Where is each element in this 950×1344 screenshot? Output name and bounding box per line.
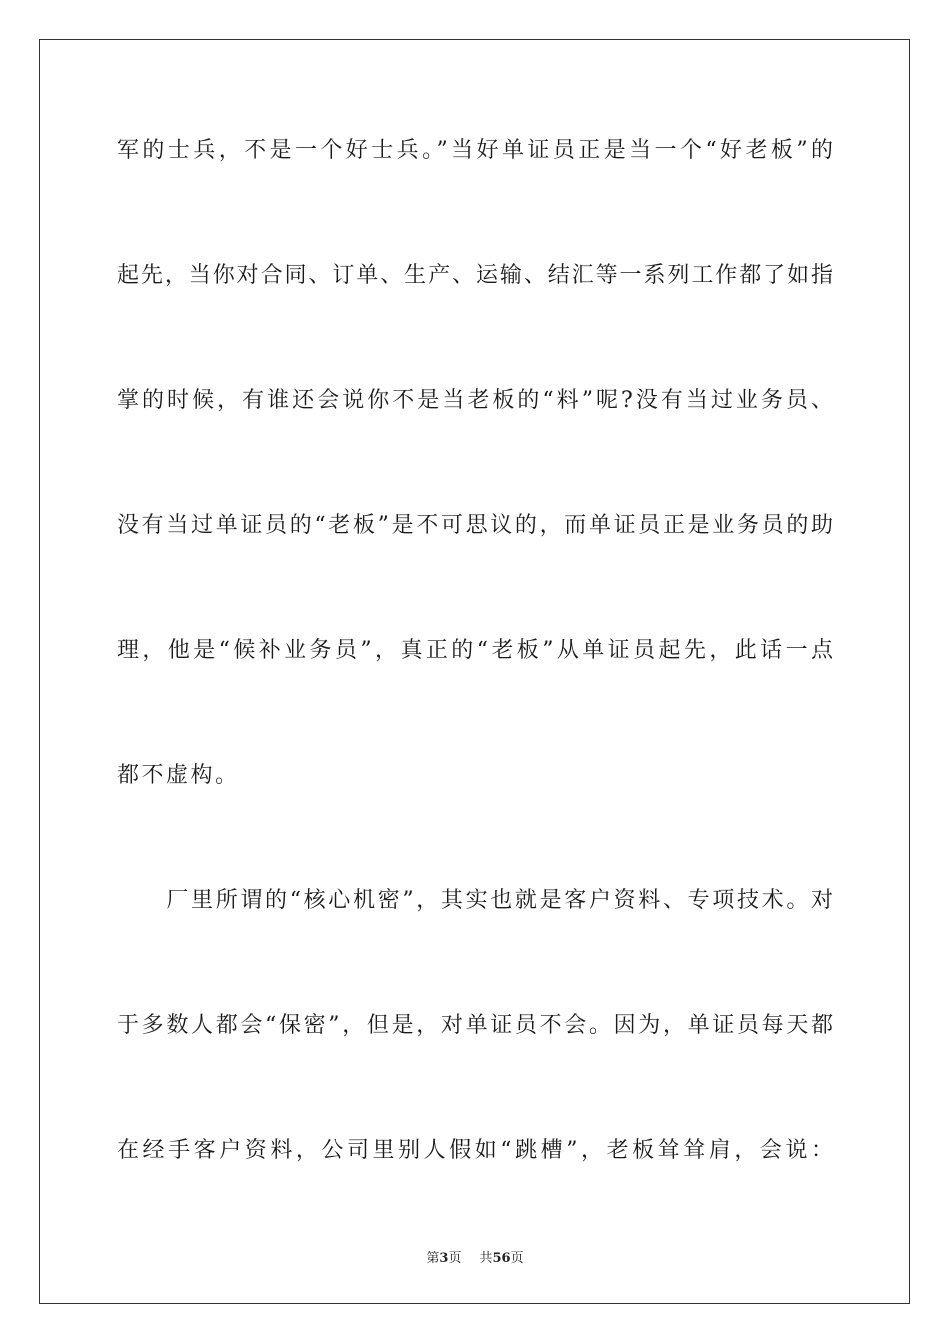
page-total: 56 bbox=[492, 1251, 511, 1266]
page-number-prefix: 第 bbox=[426, 1251, 440, 1266]
page-number-suffix: 页 bbox=[448, 1251, 462, 1266]
text-line: 起先，当你对合同、订单、生产、运输、结汇等一系列工作都了如指 bbox=[117, 263, 833, 288]
text-line: 厂里所谓的“核心机密”，其实也就是客户资料、专项技术。对 bbox=[117, 888, 833, 913]
page-border bbox=[39, 39, 910, 1304]
text-line: 都不虚构。 bbox=[117, 763, 240, 788]
page-total-prefix: 共 bbox=[479, 1251, 493, 1266]
text-line: 掌的时候，有谁还会说你不是当老板的“料”呢?没有当过业务员、 bbox=[117, 388, 833, 413]
text-line: 在经手客户资料，公司里别人假如“跳槽”，老板耸耸肩，会说： bbox=[117, 1138, 833, 1163]
text-line: 军的士兵，不是一个好士兵。”当好单证员正是当一个“好老板”的 bbox=[117, 138, 833, 163]
text-line: 于多数人都会“保密”，但是，对单证员不会。因为，单证员每天都 bbox=[117, 1013, 833, 1038]
text-line: 理，他是“候补业务员”，真正的“老板”从单证员起先，此话一点 bbox=[117, 638, 833, 663]
page-footer bbox=[0, 1247, 950, 1266]
page-number-current: 3 bbox=[439, 1251, 449, 1266]
text-line: 没有当过单证员的“老板”是不可思议的，而单证员正是业务员的助 bbox=[117, 513, 833, 538]
page-total-suffix: 页 bbox=[510, 1251, 524, 1266]
